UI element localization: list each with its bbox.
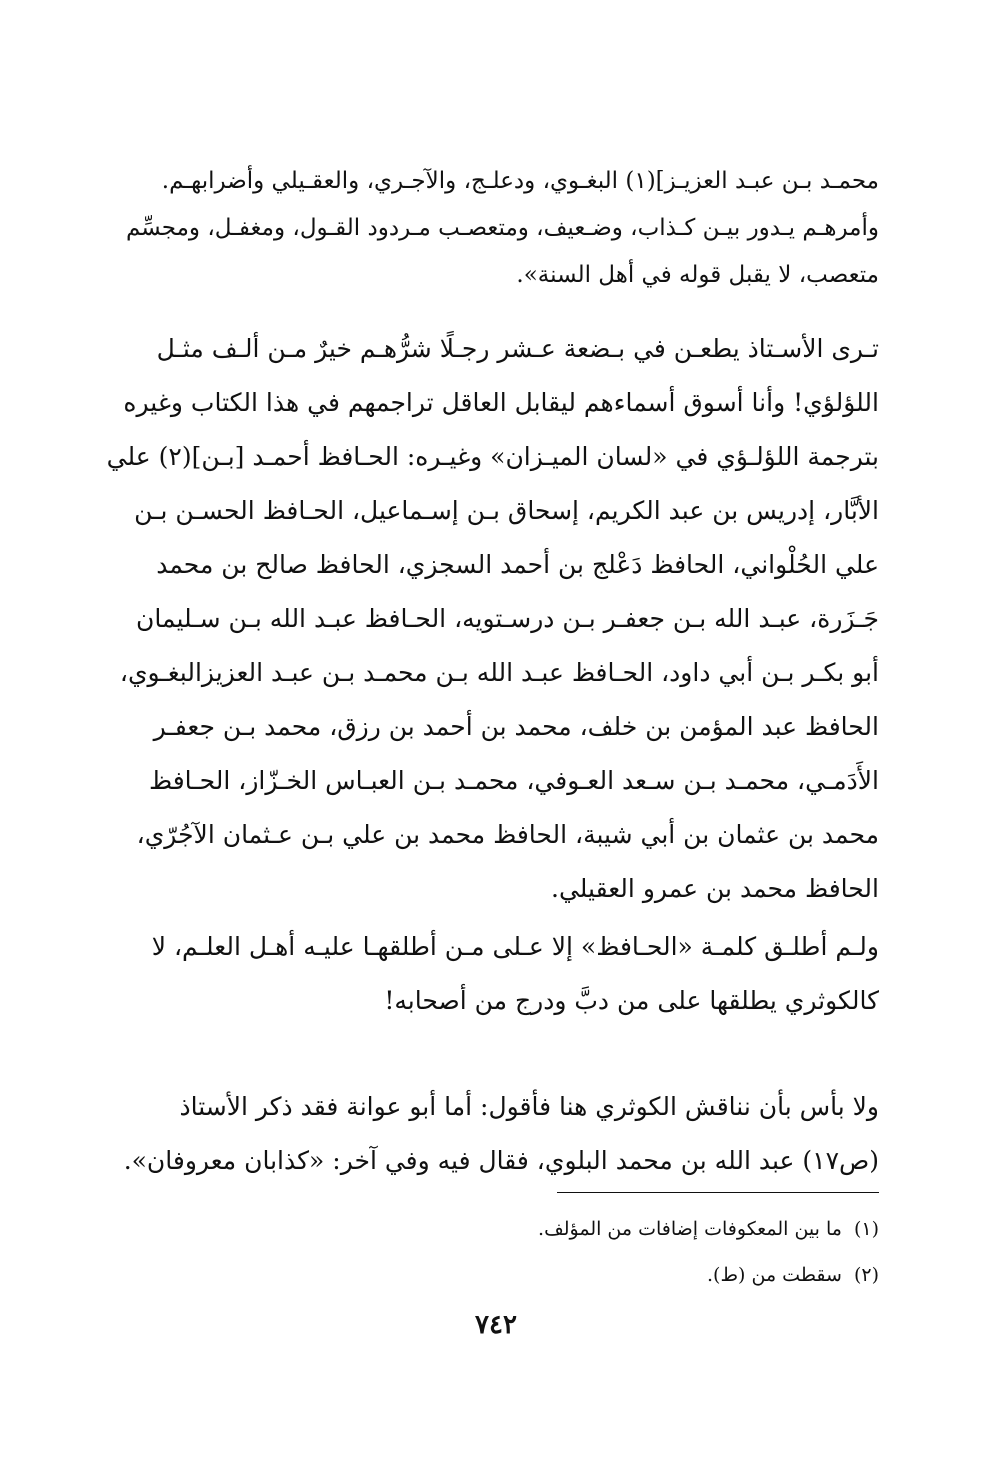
text-line: علي الحُلْواني، الحافظ دَعْلج بن أحمد السجزي، الحافظ صالح بن محمد (156, 550, 879, 579)
footnotes (107, 1206, 879, 1298)
page-number: ٧٤٢ (475, 1310, 517, 1340)
text-line: وأمرهـم يـدور بيـن كـذاب، وضـعيف، ومتعصـب مـردود القـول، ومغفـل، ومجسِّم (125, 215, 879, 241)
text-line: محمد بن عثمان بن أبي شيبة، الحافظ محمد بن علي بـن عـثمان الآجُرّي، (136, 820, 879, 849)
text-line: الأَدَمـي، محمـد بـن سـعد العـوفي، محمـد بـن العبـاس الخـزّاز، الحـافظ (149, 766, 879, 795)
footnote-text: سقطت من (ط). (707, 1264, 842, 1286)
paragraph-narrators (107, 322, 879, 916)
text-line: (ص١٧) عبد الله بن محمد البلوي، فقال فيه وفي آخر: «كذابان معروفان». (123, 1146, 879, 1175)
footnote (107, 1252, 879, 1298)
intro-paragraph (107, 158, 879, 299)
text-line: متعصب، لا يقبل قوله في أهل السنة». (516, 262, 879, 288)
paragraph-abu-awana (107, 1080, 879, 1188)
text-line: الحافظ عبد المؤمن بن خلف، محمد بن أحمد بن رزق، محمد بـن جعفـر (153, 712, 879, 741)
paragraph-hafiz (107, 920, 879, 1028)
text-line: جَـزَرة، عبـد الله بـن جعفـر بـن درسـتويه، الحـافظ عبـد الله بـن سـليمان (136, 604, 879, 633)
text-line: الأبَّار، إدريس بن عبد الكريم، إسحاق بـن إسـماعيل، الحـافظ الحسـن بـن (134, 496, 879, 525)
footnote (107, 1206, 879, 1252)
footnote-number: (٢) (853, 1264, 879, 1286)
text-line: محمـد بـن عبـد العزيـز](١) البغـوي، ودعلـج، والآجـري، والعقـيلي وأضرابهـم. (161, 168, 879, 194)
footnote-number: (١) (853, 1218, 879, 1240)
footnote-divider (557, 1192, 879, 1193)
text-line: ولا بأس بأن نناقش الكوثري هنا فأقول: أما أبو عوانة فقد ذكر الأستاذ (179, 1092, 879, 1121)
text-line: اللؤلؤي! وأنا أسوق أسماءهم ليقابل العاقل تراجمهم في هذا الكتاب وغيره (123, 388, 879, 417)
text-line: الحافظ محمد بن عمرو العقيلي. (551, 874, 879, 903)
text-line: بترجمة اللؤلـؤي في «لسان الميـزان» وغيـره: الحـافظ أحمـد [بـن](٢) علي (107, 442, 879, 471)
text-line: أبو بكـر بـن أبي داود، الحـافظ عبـد الله بـن محمـد بـن عبـد العزيزالبغـوي، (119, 658, 879, 687)
text-line: ولـم أطلـق كلمـة «الحـافظ» إلا عـلى مـن أطلقهـا عليـه أهـل العلـم، لا (151, 932, 879, 961)
text-line: تـرى الأسـتاذ يطعـن في بـضعة عـشر رجـلًا شرُّهـم خيرٌ مـن ألـف مثـل (156, 334, 879, 363)
footnote-text: ما بين المعكوفات إضافات من المؤلف. (538, 1218, 842, 1240)
text-line: كالكوثري يطلقها على من دبَّ ودرج من أصحابه! (384, 986, 879, 1015)
